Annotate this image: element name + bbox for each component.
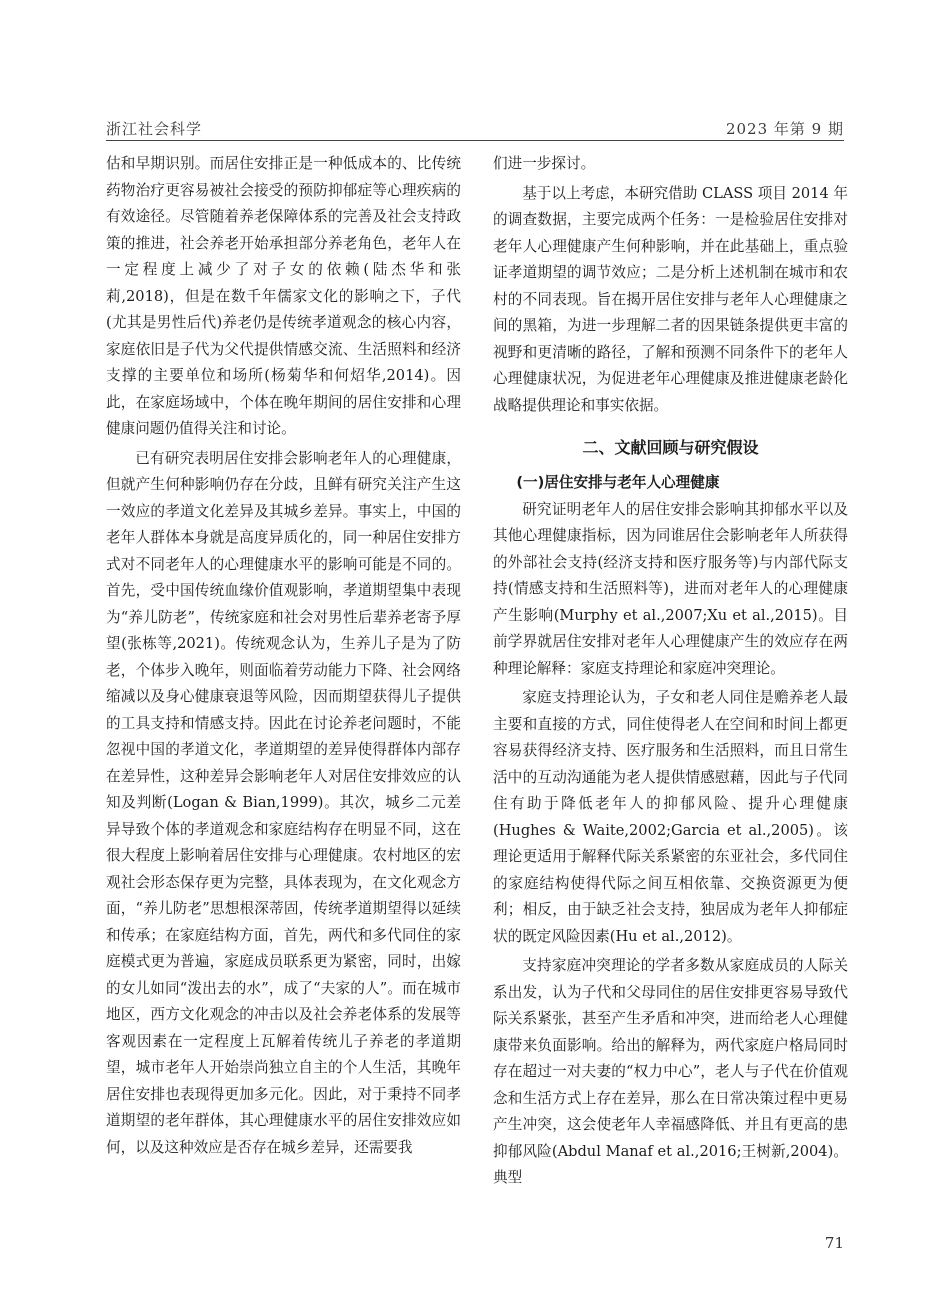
page-number: 71 bbox=[824, 1234, 844, 1252]
right-column bbox=[493, 151, 848, 1192]
subsection-heading: (一)居住安排与老年人心理健康 bbox=[516, 474, 720, 491]
body-paragraph: 家庭支持理论认为，子女和老人同住是赡养老人最主要和直接的方式，同住使得老人在空间和时间上都更容易获得经济支持、医疗服务和生活照料，而且日常生活中的互动沟通能为老人提供情感慰藉，因此与子代同住有助于降低老年人的抑郁风险、提升心理健康(Hughes & Waite,2002;Garcia et al.,2005)。该理论更适用于解释代际关系紧密的东亚社会，多代同住的家庭结构使得代际之间互相依靠、交换资源更为便利；相反，由于缺乏社会支持，独居成为老年人抑郁症状的既定风险因素(Hu et al.,2012)。 bbox=[493, 689, 848, 945]
left-column bbox=[106, 151, 461, 1161]
header-rule bbox=[106, 140, 844, 141]
body-paragraph: 基于以上考虑，本研究借助 CLASS 项目 2014 年的调查数据，主要完成两个任务：一是检验居住安排对老年人心理健康产生何种影响，并在此基础上，重点验证孝道期望的调节效应；二是分析上述机制在城市和农村的不同表现。旨在揭开居住安排与老年人心理健康之间的黑箱，为进一步理解二者的因果链条提供更丰富的视野和更清晰的路径，了解和预测不同条件下的老年人心理健康状况，为促进老年心理健康及推进健康老龄化战略提供理论和事实依据。 bbox=[493, 184, 848, 414]
issue-label: 2023 年第 9 期 bbox=[725, 120, 844, 138]
body-paragraph: 支持家庭冲突理论的学者多数从家庭成员的人际关系出发，认为子代和父母同住的居住安排更容易导致代际关系紧张，甚至产生矛盾和冲突，进而给老人心理健康带来负面影响。给出的解释为，两代家庭户格局同时存在超过一对夫妻的“权力中心”，老人与子代在价值观念和生活方式上存在差异，那么在日常决策过程中更易产生冲突，这会使老年人幸福感降低、并且有更高的患抑郁风险(Abdul Manaf et al.,2016;王树新,2004)。典型 bbox=[493, 957, 848, 1186]
body-paragraph: 研究证明老年人的居住安排会影响其抑郁水平以及其他心理健康指标，因为同谁居住会影响老年人所获得的外部社会支持(经济支持和医疗服务等)与内部代际支持(情感支持和生活照料等)，进而对老年人的心理健康产生影响(Murphy et al.,2007;Xu et al.,2015)。目前学界就居住安排对老年人心理健康产生的效应存在两种理论解释：家庭支持理论和家庭冲突理论。 bbox=[493, 500, 848, 677]
running-header bbox=[106, 116, 844, 142]
journal-name: 浙江社会科学 bbox=[106, 120, 203, 138]
body-paragraph: 估和早期识别。而居住安排正是一种低成本的、比传统药物治疗更容易被社会接受的预防抑郁症等心理疾病的有效途径。尽管随着养老保障体系的完善及社会支持政策的推进，社会养老开始承担部分养老角色，老年人在一定程度上减少了对子女的依赖(陆杰华和张莉,2018)，但是在数千年儒家文化的影响之下，子代(尤其是男性后代)养老仍是传统孝道观念的核心内容，家庭依旧是子代为父代提供情感交流、生活照料和经济支撑的主要单位和场所(杨菊华和何炤华,2014)。因此，在家庭场域中，个体在晚年期间的居住安排和心理健康问题仍值得关注和讨论。 bbox=[106, 155, 461, 437]
body-paragraph: 们进一步探讨。 bbox=[493, 155, 596, 172]
body-paragraph: 已有研究表明居住安排会影响老年人的心理健康，但就产生何种影响仍存在分歧，且鲜有研究关注产生这一效应的孝道文化差异及其城乡差异。事实上，中国的老年人群体本身就是高度异质化的，同一种居住安排方式对不同老年人的心理健康水平的影响可能是不同的。首先，受中国传统血缘价值观影响，孝道期望集中表现为“养儿防老”，传统家庭和社会对男性后辈养老寄予厚望(张栋等,2021)。传统观念认为，生养儿子是为了防老，个体步入晚年，则面临着劳动能力下降、社会网络缩减以及身心健康衰退等风险，因而期望获得儿子提供的工具支持和情感支持。因此在讨论养老问题时，不能忽视中国的孝道文化，孝道期望的差异使得群体内部存在差异性，这种差异会影响老年人对居住安排效应的认知及判断(Logan & Bian,1999)。其次，城乡二元差异导致个体的孝道观念和家庭结构存在明显不同，这在很大程度上影响着居住安排与心理健康。农村地区的宏观社会形态保存更为完整，具体表现为，在文化观念方面，“养儿防老”思想根深蒂固，传统孝道期望得以延续和传承；在家庭结构方面，首先，两代和多代同住的家庭模式更为普遍，家庭成员联系更为紧密，同时，出嫁的女儿如同“泼出去的水”，成了“夫家的人”。而在城市地区，西方文化观念的冲击以及社会养老体系的发展等客观因素在一定程度上瓦解着传统儿子养老的孝道期望，城市老年人开始崇尚独立自主的个人生活，其晚年居住安排也表现得更加多元化。因此，对于秉持不同孝道期望的老年群体，其心理健康水平的居住安排效应如何，以及这种效应是否存在城乡差异，还需要我 bbox=[106, 449, 461, 1156]
section-heading: 二、文献回顾与研究假设 bbox=[582, 438, 759, 457]
